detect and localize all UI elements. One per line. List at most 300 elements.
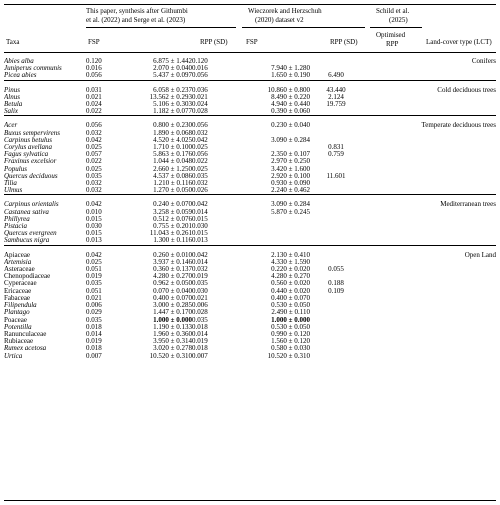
fsp1-cell: 0.014 bbox=[86, 330, 102, 338]
group2-header-line2: (2020) dataset v2 bbox=[255, 15, 304, 24]
rpp1-cell: 0.512 ± 0.076 bbox=[153, 215, 192, 223]
fsp2-cell: 0.019 bbox=[192, 338, 208, 346]
table-row bbox=[4, 302, 496, 309]
table-row bbox=[4, 230, 496, 237]
taxa-cell: Abies alba bbox=[4, 58, 34, 65]
taxa-cell: Quercus deciduous bbox=[4, 172, 58, 180]
opt-rpp-cell bbox=[310, 324, 362, 331]
lct-cell bbox=[362, 65, 496, 72]
rpp1-cell: 5.437 ± 0.097 bbox=[153, 72, 192, 80]
taxa-cell: Plantago bbox=[4, 309, 30, 317]
rpp2-cell: 2.240 ± 0.462 bbox=[271, 187, 310, 195]
opt-header-line2: RPP bbox=[386, 39, 399, 48]
opt-rpp-cell bbox=[310, 65, 362, 72]
taxa-cell: Populus bbox=[4, 165, 27, 173]
rpp1-cell: 4.537 ± 0.086 bbox=[153, 172, 192, 180]
rpp2-cell: 2.130 ± 0.410 bbox=[271, 251, 310, 259]
rpp1-cell: 6.875 ± 1.442 bbox=[153, 58, 192, 65]
fsp1-cell: 0.010 bbox=[86, 208, 102, 216]
opt-rpp-cell bbox=[310, 273, 362, 280]
rpp1-cell: 5.106 ± 0.303 bbox=[153, 101, 192, 109]
taxa-cell: Fabaceae bbox=[4, 294, 31, 302]
fsp2-cell: 0.030 bbox=[192, 287, 208, 295]
opt-header-line1: Optimised bbox=[376, 31, 406, 39]
lct-cell bbox=[362, 338, 496, 345]
opt-rpp-cell bbox=[310, 180, 362, 187]
rpp2-cell: 4.940 ± 0.440 bbox=[271, 101, 310, 109]
table-row bbox=[4, 201, 496, 208]
taxa-cell: Juniperus communis bbox=[4, 65, 62, 73]
opt-rpp-cell bbox=[310, 309, 362, 316]
taxa-cell: Quercus evergreen bbox=[4, 230, 57, 238]
table-row bbox=[4, 317, 496, 324]
rpp1-cell: 4.280 ± 0.270 bbox=[153, 273, 192, 281]
group3-underline bbox=[370, 27, 422, 28]
fsp2-cell: 0.024 bbox=[192, 101, 208, 109]
fsp1-cell: 0.021 bbox=[86, 93, 102, 101]
taxa-cell: Fraxinus excelsior bbox=[4, 158, 57, 166]
rpp2-cell: 3.090 ± 0.284 bbox=[271, 201, 310, 209]
taxa-cell: Buxus sempervirens bbox=[4, 129, 60, 137]
rpp2-cell: 0.400 ± 0.070 bbox=[271, 294, 310, 302]
table-row bbox=[4, 130, 496, 137]
fsp2-cell: 0.018 bbox=[192, 323, 208, 331]
fsp1-cell: 0.051 bbox=[86, 287, 102, 295]
rpp2-header: RPP (SD) bbox=[330, 38, 358, 46]
opt-rpp-cell bbox=[310, 353, 362, 360]
fsp1-cell: 0.031 bbox=[86, 86, 102, 94]
fsp1-cell: 0.042 bbox=[86, 201, 102, 209]
taxa-cell: Castanea sativa bbox=[4, 208, 49, 216]
fsp2-cell: 0.021 bbox=[192, 93, 208, 101]
rpp1-cell: 0.962 ± 0.050 bbox=[153, 280, 192, 288]
rpp1-cell: 1.890 ± 0.068 bbox=[153, 129, 192, 137]
rpp2-cell: 1.560 ± 0.120 bbox=[271, 338, 310, 346]
table-row bbox=[4, 65, 496, 72]
opt-rpp-cell bbox=[310, 166, 362, 173]
table-row bbox=[4, 101, 496, 108]
rpp2-cell: 2.970 ± 0.250 bbox=[271, 158, 310, 166]
rpp2-cell: 3.090 ± 0.284 bbox=[271, 136, 310, 144]
opt-rpp-cell bbox=[310, 252, 362, 259]
opt-rpp-cell bbox=[310, 317, 362, 324]
table-row bbox=[4, 151, 496, 158]
table-row bbox=[4, 72, 496, 80]
fsp2-cell: 0.032 bbox=[192, 129, 208, 137]
opt-rpp-cell bbox=[310, 223, 362, 230]
rpp2-cell: 10.520 ± 0.310 bbox=[267, 352, 310, 360]
lct-cell bbox=[362, 259, 496, 266]
lct-cell bbox=[362, 158, 496, 165]
lct-cell bbox=[362, 94, 496, 101]
rpp2-cell: 0.580 ± 0.030 bbox=[271, 345, 310, 353]
rpp1-header: RPP (SD) bbox=[200, 38, 228, 46]
fsp2-cell: 0.042 bbox=[192, 136, 208, 144]
opt-rpp-cell: 43.440 bbox=[326, 86, 346, 94]
rpp1-cell: 1.960 ± 0.360 bbox=[153, 330, 192, 338]
rpp1-cell: 1.210 ± 0.116 bbox=[153, 180, 192, 188]
fsp2-cell: 0.056 bbox=[192, 151, 208, 159]
rpp1-cell: 3.258 ± 0.059 bbox=[153, 208, 192, 216]
fsp2-cell: 0.007 bbox=[192, 352, 208, 360]
fsp2-cell: 0.042 bbox=[192, 201, 208, 209]
opt-rpp-cell bbox=[310, 158, 362, 165]
fsp2-cell: 0.035 bbox=[192, 280, 208, 288]
table-row bbox=[4, 324, 496, 331]
rpp1-cell: 0.260 ± 0.010 bbox=[153, 251, 192, 259]
table-row bbox=[4, 353, 496, 360]
rpp1-cell: 1.300 ± 0.116 bbox=[153, 237, 192, 245]
lct-cell bbox=[362, 180, 496, 187]
taxa-cell: Rubiaceae bbox=[4, 338, 34, 346]
table-row bbox=[4, 166, 496, 173]
fsp1-cell: 0.035 bbox=[86, 316, 102, 324]
table-row bbox=[4, 209, 496, 216]
rpp2-cell: 10.860 ± 0.800 bbox=[267, 86, 310, 94]
rpp2-cell bbox=[244, 130, 310, 137]
taxa-cell: Salix bbox=[4, 108, 18, 116]
lct-cell bbox=[362, 216, 496, 223]
fsp1-cell: 0.019 bbox=[86, 273, 102, 281]
lct-cell bbox=[362, 302, 496, 309]
table-row bbox=[4, 108, 496, 116]
lct-cell bbox=[362, 137, 496, 144]
taxa-cell: Ranunculaceae bbox=[4, 330, 47, 338]
table-row bbox=[4, 288, 496, 295]
lct-cell bbox=[362, 273, 496, 280]
fsp2-cell: 0.021 bbox=[192, 294, 208, 302]
opt-rpp-cell bbox=[310, 216, 362, 223]
opt-rpp-cell: 6.490 bbox=[328, 72, 344, 80]
taxa-cell: Asteraceae bbox=[4, 266, 35, 274]
rpp1-cell: 0.755 ± 0.201 bbox=[153, 223, 192, 231]
rpp2-cell: 0.990 ± 0.120 bbox=[271, 330, 310, 338]
fsp1-cell: 0.018 bbox=[86, 323, 102, 331]
lct-cell bbox=[362, 331, 496, 338]
group1-header-line2: et al. (2022) and Serge et al. (2023) bbox=[86, 15, 186, 24]
lct-cell bbox=[362, 288, 496, 295]
table-body bbox=[4, 58, 496, 360]
fsp2-cell: 0.030 bbox=[192, 223, 208, 231]
opt-rpp-cell: 2.124 bbox=[328, 93, 344, 101]
fsp2-cell: 0.120 bbox=[192, 58, 208, 65]
rpp1-cell: 3.950 ± 0.314 bbox=[153, 338, 192, 346]
fsp1-cell: 0.022 bbox=[86, 108, 102, 116]
lct-cell bbox=[362, 317, 496, 324]
rpp2-cell: 4.280 ± 0.270 bbox=[271, 273, 310, 281]
rpp1-cell: 1.044 ± 0.048 bbox=[153, 158, 192, 166]
rpp1-cell: 3.937 ± 0.146 bbox=[153, 258, 192, 266]
opt-rpp-cell bbox=[310, 209, 362, 216]
rpp2-cell bbox=[244, 144, 310, 151]
fsp2-cell: 0.028 bbox=[192, 108, 208, 116]
fsp2-cell: 0.056 bbox=[192, 122, 208, 130]
fsp1-cell: 0.007 bbox=[86, 352, 102, 360]
opt-rpp-cell bbox=[310, 259, 362, 266]
fsp1-cell: 0.032 bbox=[86, 180, 102, 188]
rpp1-cell: 1.190 ± 0.133 bbox=[153, 323, 192, 331]
opt-rpp-cell: 0.109 bbox=[328, 287, 344, 295]
fsp1-cell: 0.032 bbox=[86, 187, 102, 195]
fsp2-cell: 0.026 bbox=[192, 187, 208, 195]
table-row bbox=[4, 144, 496, 151]
fsp1-cell: 0.021 bbox=[86, 294, 102, 302]
fsp1-cell: 0.057 bbox=[86, 151, 102, 159]
rpp2-cell: 0.390 ± 0.060 bbox=[271, 108, 310, 116]
rpp2-cell: 2.490 ± 0.110 bbox=[271, 309, 310, 317]
fsp1-cell: 0.025 bbox=[86, 165, 102, 173]
opt-rpp-cell: 0.759 bbox=[328, 151, 344, 159]
group2-header-line1: Wieczorek and Herzschuh bbox=[248, 7, 322, 15]
opt-rpp-cell bbox=[310, 295, 362, 302]
rpp1-cell: 3.000 ± 0.285 bbox=[153, 302, 192, 310]
table-row bbox=[4, 273, 496, 280]
rpp2-cell bbox=[244, 230, 310, 237]
table-row bbox=[4, 237, 496, 245]
opt-rpp-cell bbox=[310, 187, 362, 195]
rpp2-cell bbox=[244, 223, 310, 230]
fsp1-cell: 0.056 bbox=[86, 122, 102, 130]
rpp2-cell: 8.490 ± 0.220 bbox=[271, 93, 310, 101]
fsp2-cell: 0.032 bbox=[192, 266, 208, 274]
fsp1-cell: 0.042 bbox=[86, 136, 102, 144]
opt-rpp-cell bbox=[310, 302, 362, 309]
lct-cell bbox=[362, 266, 496, 273]
rpp1-cell: 3.020 ± 0.278 bbox=[153, 345, 192, 353]
fsp2-cell: 0.035 bbox=[192, 172, 208, 180]
rpp2-cell bbox=[244, 58, 310, 65]
opt-rpp-cell bbox=[310, 338, 362, 345]
lct-cell: Conifers bbox=[471, 58, 496, 65]
rpp2-cell bbox=[244, 237, 310, 245]
fsp2-cell: 0.025 bbox=[192, 144, 208, 152]
group1-underline bbox=[86, 27, 236, 28]
fsp1-cell: 0.006 bbox=[86, 302, 102, 310]
fsp1-cell: 0.019 bbox=[86, 338, 102, 346]
fsp1-cell: 0.025 bbox=[86, 258, 102, 266]
lct-cell bbox=[362, 144, 496, 151]
fsp2-cell: 0.022 bbox=[192, 158, 208, 166]
rpp2-cell: 4.330 ± 1.590 bbox=[271, 258, 310, 266]
table-row bbox=[4, 58, 496, 65]
fsp2-cell: 0.015 bbox=[192, 230, 208, 238]
header-rule bbox=[4, 52, 496, 53]
table-row bbox=[4, 252, 496, 259]
rpp2-cell: 2.350 ± 0.107 bbox=[271, 151, 310, 159]
rpp2-cell: 0.530 ± 0.050 bbox=[271, 323, 310, 331]
lct-cell bbox=[362, 280, 496, 287]
fsp2-cell: 0.028 bbox=[192, 309, 208, 317]
rpp1-cell: 0.360 ± 0.137 bbox=[153, 266, 192, 274]
fsp1-cell: 0.024 bbox=[86, 101, 102, 109]
fsp2-cell: 0.014 bbox=[192, 258, 208, 266]
rpp1-cell: 13.562 ± 0.293 bbox=[149, 93, 192, 101]
fsp1-header: FSP bbox=[88, 38, 100, 46]
rpp1-cell: 1.182 ± 0.077 bbox=[153, 108, 192, 116]
fsp2-header: FSP bbox=[246, 38, 258, 46]
rpp1-cell: 2.660 ± 1.250 bbox=[153, 165, 192, 173]
top-rule bbox=[4, 4, 496, 5]
rpp2-cell: 3.420 ± 1.600 bbox=[271, 165, 310, 173]
opt-rpp-cell bbox=[310, 137, 362, 144]
taxa-cell: Fagus sylvatica bbox=[4, 151, 49, 159]
table-row bbox=[4, 87, 496, 94]
taxa-cell: Sambucus nigra bbox=[4, 237, 50, 245]
lct-cell bbox=[362, 101, 496, 108]
opt-rpp-cell bbox=[310, 230, 362, 237]
group2-underline bbox=[242, 27, 365, 28]
taxa-cell: Chenopodiaceae bbox=[4, 273, 51, 281]
table-row bbox=[4, 331, 496, 338]
rpp1-cell: 4.520 ± 4.025 bbox=[153, 136, 192, 144]
taxa-cell: Acer bbox=[4, 122, 18, 130]
table-row bbox=[4, 309, 496, 316]
lct-cell: Cold deciduous trees bbox=[437, 86, 496, 94]
fsp2-cell: 0.014 bbox=[192, 330, 208, 338]
rpp2-cell: 7.940 ± 1.280 bbox=[271, 65, 310, 73]
rpp2-cell: 5.870 ± 0.245 bbox=[271, 208, 310, 216]
table-row bbox=[4, 94, 496, 101]
table-row bbox=[4, 187, 496, 195]
rpp2-cell: 0.440 ± 0.020 bbox=[271, 287, 310, 295]
taxa-cell: Rumex acetosa bbox=[4, 345, 47, 353]
table-row bbox=[4, 280, 496, 287]
rpp1-cell: 5.863 ± 0.176 bbox=[153, 151, 192, 159]
fsp1-cell: 0.042 bbox=[86, 251, 102, 259]
lct-cell: Mediterranean trees bbox=[440, 201, 496, 209]
table-row bbox=[4, 338, 496, 345]
taxa-cell: Carpinus orientalis bbox=[4, 201, 59, 209]
data-table bbox=[4, 58, 496, 360]
fsp2-cell: 0.056 bbox=[192, 72, 208, 80]
taxa-cell: Picea abies bbox=[4, 72, 37, 80]
rpp1-cell: 0.800 ± 0.230 bbox=[153, 122, 192, 130]
opt-rpp-cell: 0.188 bbox=[328, 280, 344, 288]
fsp1-cell: 0.016 bbox=[86, 65, 102, 73]
lct-cell bbox=[362, 173, 496, 180]
table-row bbox=[4, 266, 496, 273]
opt-rpp-cell bbox=[310, 58, 362, 65]
rpp2-cell: 0.220 ± 0.020 bbox=[271, 266, 310, 274]
taxa-cell: Pinus bbox=[4, 86, 20, 94]
fsp1-cell: 0.035 bbox=[86, 172, 102, 180]
fsp2-cell: 0.025 bbox=[192, 165, 208, 173]
rpp1-cell: 2.070 ± 0.040 bbox=[153, 65, 192, 73]
taxa-cell: Pistacia bbox=[4, 223, 27, 231]
fsp1-cell: 0.035 bbox=[86, 280, 102, 288]
taxa-cell: Betula bbox=[4, 101, 23, 109]
taxa-cell: Alnus bbox=[4, 93, 20, 101]
taxa-cell: Phillyrea bbox=[4, 215, 30, 223]
fsp1-cell: 0.015 bbox=[86, 230, 102, 238]
rpp1-cell: 6.058 ± 0.237 bbox=[153, 86, 192, 94]
rpp2-cell bbox=[244, 216, 310, 223]
taxa-cell: Apiaceae bbox=[4, 251, 31, 259]
lct-cell bbox=[362, 309, 496, 316]
rpp2-cell: 0.230 ± 0.040 bbox=[271, 122, 310, 130]
table-row bbox=[4, 158, 496, 165]
fsp1-cell: 0.030 bbox=[86, 223, 102, 231]
lct-cell bbox=[362, 223, 496, 230]
rpp2-cell: 0.530 ± 0.050 bbox=[271, 302, 310, 310]
taxa-cell: Cyperaceae bbox=[4, 280, 37, 288]
table-row bbox=[4, 173, 496, 180]
taxa-cell: Urtica bbox=[4, 352, 23, 360]
taxa-cell: Poaceae bbox=[4, 316, 27, 324]
fsp1-cell: 0.013 bbox=[86, 237, 102, 245]
bottom-rule bbox=[4, 500, 496, 501]
table-row bbox=[4, 137, 496, 144]
lct-cell bbox=[362, 230, 496, 237]
fsp2-cell: 0.016 bbox=[192, 65, 208, 73]
group3-header-line1: Schild et al. bbox=[376, 7, 410, 15]
rpp2-cell: 2.920 ± 0.100 bbox=[271, 172, 310, 180]
taxa-cell: Artemisia bbox=[4, 258, 32, 266]
taxa-cell: Ericaceae bbox=[4, 287, 32, 295]
table-row bbox=[4, 259, 496, 266]
table-row bbox=[4, 295, 496, 302]
rpp2-cell: 1.650 ± 0.190 bbox=[271, 72, 310, 80]
lct-cell bbox=[362, 295, 496, 302]
taxa-header: Taxa bbox=[6, 38, 20, 46]
opt-rpp-cell bbox=[310, 201, 362, 208]
fsp1-cell: 0.029 bbox=[86, 309, 102, 317]
opt-rpp-cell bbox=[310, 331, 362, 338]
lct-cell bbox=[362, 353, 496, 360]
taxa-cell: Ulmus bbox=[4, 187, 23, 195]
lct-cell bbox=[362, 108, 496, 116]
fsp2-cell: 0.019 bbox=[192, 273, 208, 281]
opt-rpp-cell: 0.831 bbox=[328, 144, 344, 152]
rpp1-cell: 0.400 ± 0.070 bbox=[153, 294, 192, 302]
lct-cell bbox=[362, 237, 496, 245]
taxa-cell: Tilia bbox=[4, 180, 17, 188]
group1-header-line1: This paper, synthesis after Githumbi bbox=[86, 7, 188, 15]
lct-cell bbox=[362, 130, 496, 137]
table-row bbox=[4, 122, 496, 129]
rpp1-cell: 0.240 ± 0.070 bbox=[153, 201, 192, 209]
fsp2-cell: 0.036 bbox=[192, 86, 208, 94]
lct-cell bbox=[362, 187, 496, 195]
table-row bbox=[4, 180, 496, 187]
fsp2-cell: 0.042 bbox=[192, 251, 208, 259]
lct-cell bbox=[362, 72, 496, 80]
fsp1-cell: 0.120 bbox=[86, 58, 102, 65]
fsp1-cell: 0.015 bbox=[86, 215, 102, 223]
opt-rpp-cell bbox=[310, 237, 362, 245]
fsp1-cell: 0.022 bbox=[86, 158, 102, 166]
opt-rpp-cell: 11.601 bbox=[326, 172, 346, 180]
fsp1-cell: 0.056 bbox=[86, 72, 102, 80]
rpp1-cell: 0.070 ± 0.040 bbox=[153, 287, 192, 295]
rpp2-cell: 0.560 ± 0.020 bbox=[271, 280, 310, 288]
group3-header-line2: (2025) bbox=[389, 15, 408, 24]
rpp1-cell: 11.043 ± 0.261 bbox=[149, 230, 192, 238]
opt-rpp-cell bbox=[310, 108, 362, 116]
fsp2-cell: 0.013 bbox=[192, 237, 208, 245]
lct-cell: Open Land bbox=[464, 251, 496, 259]
rpp1-cell: 1.447 ± 0.170 bbox=[153, 309, 192, 317]
fsp2-cell: 0.015 bbox=[192, 215, 208, 223]
fsp1-cell: 0.051 bbox=[86, 266, 102, 274]
taxa-cell: Filipendula bbox=[4, 302, 37, 310]
fsp1-cell: 0.018 bbox=[86, 345, 102, 353]
taxa-cell: Corylus avellana bbox=[4, 144, 53, 152]
fsp2-cell: 0.018 bbox=[192, 345, 208, 353]
lct-cell bbox=[362, 345, 496, 352]
rpp1-cell: 1.270 ± 0.050 bbox=[153, 187, 192, 195]
lct-cell bbox=[362, 324, 496, 331]
